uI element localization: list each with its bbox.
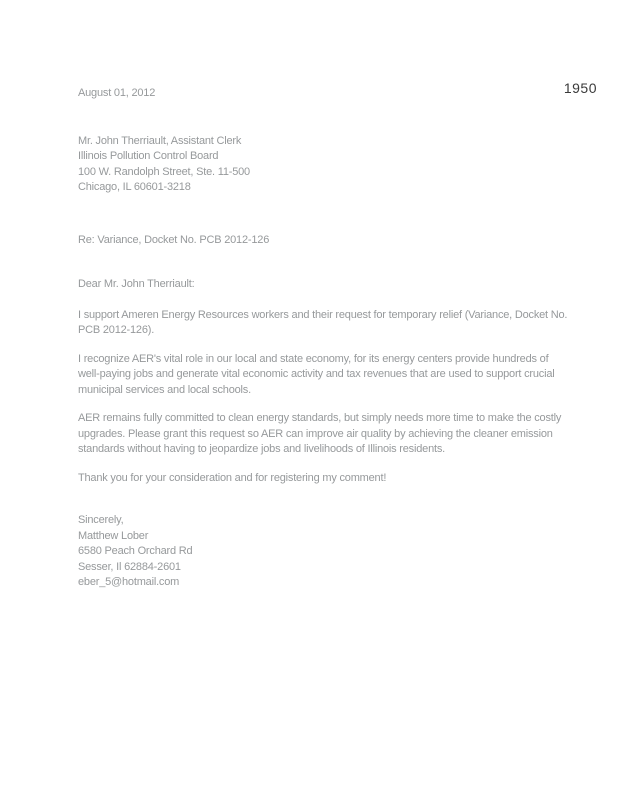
body-paragraph: I support Ameren Energy Resources workers and their request for temporary relief (Variance, Docket No. PCB 2012-126). [78,308,568,336]
recipient-organization: Illinois Pollution Control Board [78,150,219,162]
body-paragraph: I recognize AER's vital role in our local and state economy, for its energy centers provide hundreds of well-paying jobs and generate vital economic activity and tax revenues that are used to support crucial municipal services and local schools. [78,352,555,396]
salutation: Dear Mr. John Therriault: [78,278,195,290]
signature-block [78,513,570,591]
signature-name: Matthew Lober [78,529,149,542]
body-paragraph: AER remains fully committed to clean energy standards, but simply needs more time to make the costly upgrades. Please grant this request so AER can improve air quality by achieving the cleaner emission standards without having to jeopardize jobs and livelihoods of Illinois residents. [78,412,562,455]
signature-email: eber_5@hotmail.com [78,576,180,588]
letter-body [78,86,570,591]
recipient-street: 100 W. Randolph Street, Ste. 11-500 [78,165,250,178]
body-paragraph: Thank you for your consideration and for registering my comment! [78,471,387,484]
signature-city: Sesser, Il 62884-2601 [78,560,181,573]
recipient-address-block [78,134,570,196]
signature-street: 6580 Peach Orchard Rd [78,545,193,557]
subject-line: Re: Variance, Docket No. PCB 2012-126 [78,233,270,246]
recipient-name: Mr. John Therriault, Assistant Clerk [78,134,242,147]
scan-page-number: 1950 [563,80,597,96]
closing: Sincerely, [78,514,124,526]
letter-date: August 01, 2012 [78,87,156,99]
recipient-city: Chicago, IL 60601-3218 [78,181,191,193]
letter-paragraphs [78,308,570,487]
